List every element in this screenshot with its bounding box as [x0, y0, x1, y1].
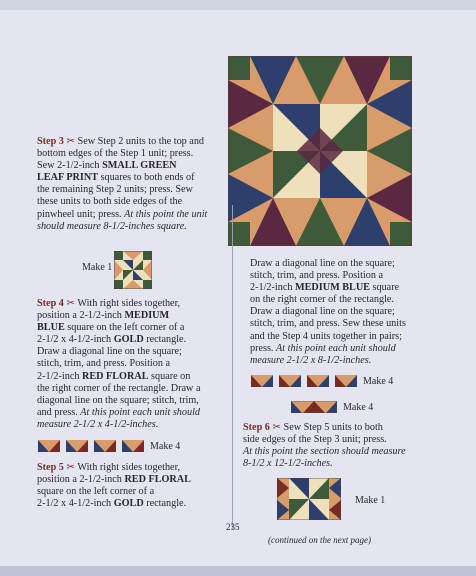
step6-section-diagram	[277, 478, 341, 520]
right-line1: Draw a diagonal line on the square;	[250, 258, 395, 269]
right-line3a: 2-1/2-inch	[250, 282, 295, 294]
scissors-icon: ✂	[66, 298, 75, 309]
step5-make-label-a: Make 4	[363, 375, 394, 387]
step6-line2: side edges of the Step 3 unit; press.	[243, 434, 387, 446]
step4-line2a: position a 2-1/2-inch	[37, 310, 125, 322]
step4-make-label: Make 4	[150, 440, 181, 452]
step4-text	[37, 298, 201, 431]
step4-unit	[38, 440, 60, 452]
step4-line7c: square on	[148, 370, 191, 382]
step4-line1: With right sides together,	[77, 298, 181, 309]
right-line6: stitch, trim, and press. Sew these units	[250, 318, 406, 330]
step5-text	[37, 462, 191, 510]
step5-heading: Step 5	[37, 462, 64, 473]
step3-line7a: pinwheel unit; press.	[37, 208, 125, 220]
step3-line3a: Sew 2-1/2-inch	[37, 160, 103, 172]
step3-heading: Step 3	[37, 136, 64, 147]
step4-line9: diagonal line on the square; stitch, trim,	[37, 394, 199, 406]
step3-line8: should measure 8-1/2-inches square.	[37, 220, 187, 232]
continued-note: (continued on the next page)	[268, 535, 371, 545]
step3-pinwheel-diagram	[114, 251, 152, 289]
step3-line1: Sew Step 2 units to the top and	[77, 136, 205, 147]
step5-line2a: position a 2-1/2-inch	[37, 474, 125, 486]
step4-heading: Step 4	[37, 298, 64, 309]
step4-fabric-medium: MEDIUM	[124, 310, 170, 322]
step5-line1: With right sides together,	[77, 462, 181, 473]
step4-line4a: 2-1/2 x 4-1/2-inch	[37, 334, 114, 346]
step5-line4c: rectangle.	[143, 498, 187, 510]
right-line5: Draw a diagonal line on the square;	[250, 306, 395, 318]
step5-paired-unit	[291, 401, 337, 413]
right-fabric-medium-blue: MEDIUM BLUE	[294, 282, 370, 294]
step3-fabric-leaf: LEAF PRINT	[37, 172, 99, 184]
page-top-edge	[0, 0, 476, 10]
right-line8b: At this point each unit should	[276, 342, 396, 354]
scissors-icon: ✂	[272, 422, 281, 433]
quilt-block-photo	[228, 56, 412, 246]
step4-line10b: At this point each unit should	[80, 406, 200, 418]
step5-units-row-a	[251, 375, 393, 387]
step4-fabric-blue: BLUE	[37, 322, 65, 334]
step4-line7a: 2-1/2-inch	[37, 370, 82, 382]
right-column-text	[250, 258, 406, 367]
scissors-icon: ✂	[66, 462, 75, 473]
step5-unit	[307, 375, 329, 387]
page-number: 235	[226, 522, 240, 532]
step6-text	[243, 422, 406, 470]
step3-line7b: At this point the unit	[124, 208, 208, 220]
step5-unit	[279, 375, 301, 387]
step3-line2: bottom edges of the Step 1 unit; press.	[37, 148, 194, 160]
step4-fabric-gold: GOLD	[113, 334, 144, 346]
right-line2: stitch, trim, and press. Position a	[250, 270, 383, 282]
step4-line10a: and press.	[37, 406, 81, 418]
step4-unit	[66, 440, 88, 452]
right-line3c: square	[369, 282, 400, 294]
step3-fabric-green: SMALL GREEN	[102, 160, 177, 172]
step4-line8: the right corner of the rectangle. Draw a	[37, 382, 201, 394]
step5-fabric-gold: GOLD	[113, 498, 144, 510]
step5-units-row-b	[291, 401, 373, 413]
step3-line4b: squares to both ends of	[98, 172, 195, 184]
step5-line3: square on the left corner of a	[37, 486, 155, 498]
step4-line3b: square on the left corner of a	[64, 322, 185, 334]
step6-make-label: Make 1	[355, 495, 386, 506]
step3-text	[37, 136, 207, 233]
column-divider	[232, 205, 233, 530]
page-bottom-edge	[0, 566, 476, 576]
step3-make-label: Make 1	[82, 262, 113, 273]
step4-line4c: rectangle.	[143, 334, 187, 346]
step4-unit	[94, 440, 116, 452]
step4-line6: stitch, trim, and press. Position a	[37, 358, 170, 370]
right-line9: measure 2-1/2 x 8-1/2-inches.	[250, 354, 372, 366]
step4-unit	[122, 440, 144, 452]
step5-unit	[251, 375, 273, 387]
step4-line5: Draw a diagonal line on the square;	[37, 346, 182, 358]
right-line8a: press.	[250, 342, 277, 354]
step4-line11: measure 2-1/2 x 4-1/2-inches.	[37, 418, 159, 430]
step6-line1: Sew Step 5 units to both	[283, 422, 383, 433]
step5-make-label-b: Make 4	[343, 401, 374, 413]
step3-line5: the remaining Step 2 units; press. Sew	[37, 184, 193, 196]
step3-line6: these units to both side edges of the	[37, 196, 183, 208]
step4-fabric-red-floral: RED FLORAL	[81, 370, 149, 382]
step5-line4a: 2-1/2 x 4-1/2-inch	[37, 498, 114, 510]
step5-fabric-red-floral: RED FLORAL	[124, 474, 191, 486]
scissors-icon: ✂	[66, 136, 75, 147]
step6-line3: At this point the section should measure	[243, 446, 406, 458]
step6-line4: 8-1/2 x 12-1/2-inches.	[243, 458, 333, 470]
step6-heading: Step 6	[243, 422, 270, 433]
step4-units-row	[38, 440, 180, 452]
step5-unit	[335, 375, 357, 387]
right-line4: on the right corner of the rectangle.	[250, 294, 394, 306]
right-line7: and the Step 4 units together in pairs;	[250, 330, 402, 342]
